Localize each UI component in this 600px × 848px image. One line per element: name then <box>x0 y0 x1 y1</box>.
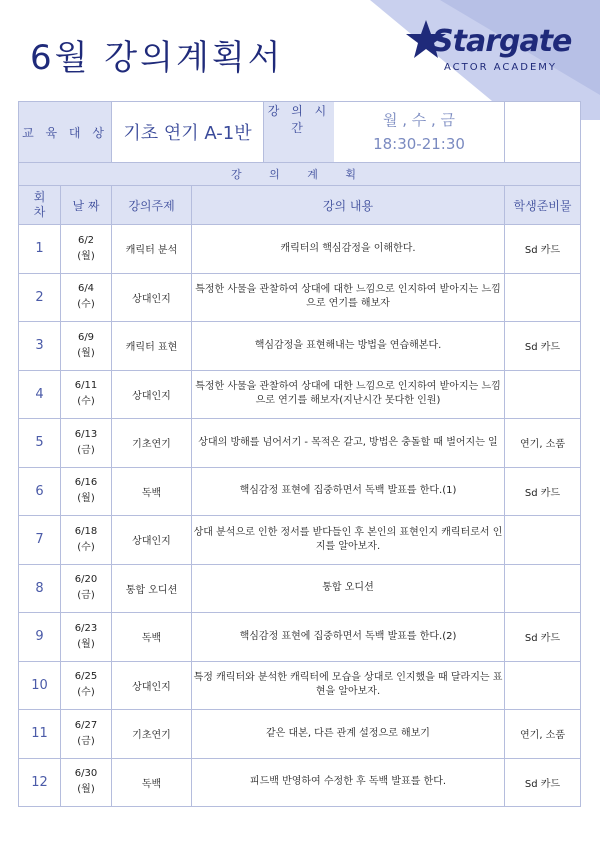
column-header-row <box>19 186 581 225</box>
info-row <box>19 102 581 163</box>
row-topic: 독백 <box>112 467 192 516</box>
section-row <box>19 163 581 186</box>
row-content: 특정 캐릭터와 분석한 캐릭터에 모습을 상대로 인지했을 때 달라지는 표현을 알아보자. <box>192 661 505 710</box>
row-num: 10 <box>19 661 61 710</box>
row-date-cell <box>61 225 112 274</box>
table-row <box>19 467 581 516</box>
lecture-plan-table <box>18 101 581 807</box>
table-row <box>19 661 581 710</box>
time-value <box>334 102 504 162</box>
row-prep: 연기, 소품 <box>505 419 581 468</box>
lecture-days: 월 , 수 , 금 <box>382 111 456 129</box>
row-prep: Sd 카드 <box>505 758 581 807</box>
row-topic: 독백 <box>112 758 192 807</box>
row-num: 9 <box>19 613 61 662</box>
time-label-cell <box>264 102 505 163</box>
row-topic: 상대인지 <box>112 273 192 322</box>
row-num: 11 <box>19 710 61 759</box>
col-date: 날 짜 <box>61 186 112 225</box>
row-content: 핵심감정을 표현해내는 방법을 연습해본다. <box>192 322 505 371</box>
row-date: 6/9 <box>77 331 95 343</box>
row-date: 6/23 <box>74 622 98 634</box>
row-prep <box>505 370 581 419</box>
row-topic: 통합 오디션 <box>112 564 192 613</box>
row-content: 상대의 방해를 넘어서기 - 목적은 같고, 방법은 충돌할 때 벌어지는 일 <box>192 419 505 468</box>
row-content: 통합 오디션 <box>192 564 505 613</box>
row-date-cell <box>61 370 112 419</box>
row-day: (수) <box>77 687 95 699</box>
row-date-cell <box>61 322 112 371</box>
row-date: 6/30 <box>74 768 98 780</box>
row-prep: Sd 카드 <box>505 613 581 662</box>
section-title: 강 의 계 획 <box>19 163 581 186</box>
row-content: 핵심감정 표현에 집중하면서 독백 발표를 한다.(2) <box>192 613 505 662</box>
row-num: 4 <box>19 370 61 419</box>
table-row <box>19 225 581 274</box>
row-date-cell <box>61 758 112 807</box>
row-day: (금) <box>77 590 95 602</box>
row-date: 6/11 <box>74 380 98 392</box>
table-row <box>19 564 581 613</box>
row-topic: 상대인지 <box>112 661 192 710</box>
row-date: 6/27 <box>74 719 98 731</box>
row-num: 12 <box>19 758 61 807</box>
table-row <box>19 613 581 662</box>
time-extra-cell <box>505 102 581 163</box>
row-num: 1 <box>19 225 61 274</box>
table-row <box>19 273 581 322</box>
page-title: 6월 강의계획서 <box>30 38 284 78</box>
row-date: 6/16 <box>74 477 98 489</box>
row-content: 같은 대본, 다른 관계 설정으로 해보기 <box>192 710 505 759</box>
lecture-time: 18:30-21:30 <box>373 135 465 153</box>
row-day: (금) <box>77 444 95 456</box>
row-date-cell <box>61 710 112 759</box>
table-row <box>19 710 581 759</box>
row-date-cell <box>61 419 112 468</box>
row-num: 7 <box>19 516 61 565</box>
row-topic: 상대인지 <box>112 370 192 419</box>
row-date-cell <box>61 516 112 565</box>
row-day: (월) <box>77 347 95 359</box>
plan-rows <box>19 225 581 807</box>
table-row <box>19 322 581 371</box>
col-num: 회 차 <box>19 186 61 225</box>
target-value: 기초 연기 A-1반 <box>112 102 264 163</box>
row-date-cell <box>61 564 112 613</box>
row-date-cell <box>61 613 112 662</box>
row-date: 6/25 <box>74 671 98 683</box>
row-topic: 독백 <box>112 613 192 662</box>
row-day: (월) <box>77 638 95 650</box>
row-prep: Sd 카드 <box>505 467 581 516</box>
row-day: (수) <box>77 396 95 408</box>
row-day: (수) <box>77 299 95 311</box>
row-prep <box>505 564 581 613</box>
row-content: 특정한 사물을 관찰하여 상대에 대한 느낌으로 인지하여 받아지는 느낌으로 연기를 해보자(지난시간 못다한 인원) <box>192 370 505 419</box>
row-content: 캐릭터의 핵심감정을 이해한다. <box>192 225 505 274</box>
col-content: 강의 내용 <box>192 186 505 225</box>
logo-text: Stargate <box>432 24 572 59</box>
row-num: 3 <box>19 322 61 371</box>
row-day: (금) <box>77 735 95 747</box>
row-date: 6/2 <box>77 234 95 246</box>
table-row <box>19 516 581 565</box>
time-label: 강 의 시 간 <box>267 104 331 135</box>
row-day: (수) <box>77 541 95 553</box>
row-content: 피드백 반영하여 수정한 후 독백 발표를 한다. <box>192 758 505 807</box>
logo-subtitle: ACTOR ACADEMY <box>444 62 557 73</box>
row-content: 특정한 사물을 관찰하여 상대에 대한 느낌으로 인지하여 받아지는 느낌으로 연기를 해보자 <box>192 273 505 322</box>
row-topic: 캐릭터 분석 <box>112 225 192 274</box>
row-day: (월) <box>77 493 95 505</box>
row-day: (월) <box>77 784 95 796</box>
row-prep <box>505 661 581 710</box>
row-prep: 연기, 소품 <box>505 710 581 759</box>
row-prep: Sd 카드 <box>505 225 581 274</box>
row-prep <box>505 516 581 565</box>
row-date: 6/18 <box>74 525 98 537</box>
row-date: 6/20 <box>74 574 98 586</box>
row-day: (월) <box>77 250 95 262</box>
row-prep: Sd 카드 <box>505 322 581 371</box>
row-date-cell <box>61 467 112 516</box>
row-topic: 상대인지 <box>112 516 192 565</box>
row-num: 5 <box>19 419 61 468</box>
table-row <box>19 370 581 419</box>
row-date: 6/13 <box>74 428 98 440</box>
table-row <box>19 419 581 468</box>
row-num: 8 <box>19 564 61 613</box>
row-topic: 기초연기 <box>112 710 192 759</box>
row-date: 6/4 <box>77 283 95 295</box>
row-topic: 기초연기 <box>112 419 192 468</box>
row-content: 상대 분석으로 인한 정서를 받다들인 후 본인의 표현인지 캐릭터로서 인지를 알아보자. <box>192 516 505 565</box>
row-num: 6 <box>19 467 61 516</box>
row-date-cell <box>61 661 112 710</box>
stargate-logo <box>404 18 594 82</box>
table-row <box>19 758 581 807</box>
col-prep: 학생준비물 <box>505 186 581 225</box>
row-date-cell <box>61 273 112 322</box>
target-label: 교 육 대 상 <box>19 102 112 163</box>
row-num: 2 <box>19 273 61 322</box>
row-content: 핵심감정 표현에 집중하면서 독백 발표를 한다.(1) <box>192 467 505 516</box>
col-topic: 강의주제 <box>112 186 192 225</box>
row-topic: 캐릭터 표현 <box>112 322 192 371</box>
row-prep <box>505 273 581 322</box>
